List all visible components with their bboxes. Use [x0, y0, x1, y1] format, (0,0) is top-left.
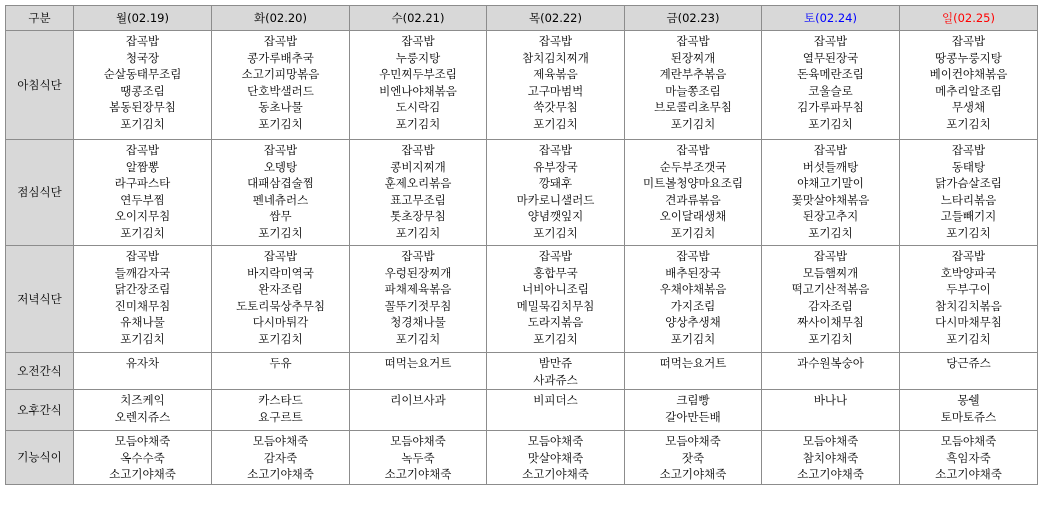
menu-item: 잡곡밥: [676, 249, 710, 263]
meal-row-lunch: [6, 140, 1038, 246]
menu-cell-lunch-fri: [625, 140, 762, 246]
menu-item: 된장찌개: [670, 50, 716, 65]
menu-item: 완자조림: [258, 282, 303, 297]
menu-item: 오뎅탕: [263, 159, 298, 174]
menu-cell-functional-diet-sat: [762, 431, 900, 485]
menu-item: 잡곡밥: [125, 249, 160, 263]
menu-item: 사과쥬스: [533, 372, 578, 387]
menu-item: 훈제오리볶음: [384, 176, 452, 191]
menu-item: 코울슬로: [808, 83, 853, 98]
menu-item: 소고기야채죽: [659, 467, 727, 482]
menu-item: 비엔나야채볶음: [379, 83, 457, 98]
menu-cell-breakfast-mon: [74, 31, 212, 140]
menu-cell-breakfast-tue: [212, 31, 350, 140]
menu-item: 꼴뚜기젓무침: [384, 298, 452, 313]
menu-item: 잡곡밥: [263, 34, 298, 48]
menu-item: 땅콩누룽지탕: [935, 50, 1002, 65]
menu-item: 잡곡밥: [263, 143, 298, 157]
menu-item: 대패삼겹술찜: [247, 176, 314, 191]
meal-row-label: 오후간식: [6, 390, 74, 431]
menu-item: 요구르트: [258, 409, 303, 424]
day-header-thu: 목(02.22): [487, 6, 625, 31]
menu-item: 포기김치: [120, 116, 165, 131]
menu-item: 포기김치: [946, 116, 991, 131]
menu-item: 감자죽: [263, 450, 298, 465]
menu-item: 잡곡밥: [263, 249, 298, 263]
menu-item: 메추리알조림: [935, 83, 1002, 98]
menu-cell-morning-snack-tue: [212, 353, 350, 390]
menu-item: 순두부조갯국: [659, 159, 727, 174]
menu-cell-afternoon-snack-sat: [762, 390, 900, 431]
menu-item: 메밀묵김치무침: [516, 298, 595, 313]
menu-item: 땡콩조림: [120, 83, 165, 98]
menu-item: 포기김치: [808, 116, 853, 131]
menu-item: 잡곡밥: [125, 143, 160, 157]
menu-item: 라구파스타: [114, 176, 171, 191]
menu-cell-functional-diet-thu: [487, 431, 625, 485]
menu-cell-breakfast-thu: [487, 31, 625, 140]
menu-item: 청국장: [125, 50, 160, 65]
menu-item: 알짬뽕: [125, 159, 160, 174]
menu-item: 베이컨야채볶음: [929, 67, 1008, 82]
menu-item: 견과류볶음: [665, 192, 721, 207]
menu-item: 동초나물: [258, 100, 303, 115]
meal-row-label: 아침식단: [6, 31, 74, 140]
menu-cell-dinner-tue: [212, 246, 350, 353]
day-header-fri: 금(02.23): [625, 6, 762, 31]
menu-item: 유채나물: [120, 315, 165, 330]
menu-item: 동태탕: [951, 159, 986, 174]
menu-item: 오이지무침: [114, 209, 171, 224]
menu-item: 두유: [269, 356, 292, 370]
menu-item: 잡곡밥: [538, 143, 573, 157]
menu-item: 카스타드: [258, 393, 303, 408]
menu-item: 포기김치: [533, 116, 578, 131]
menu-item: 떡고기산적볶음: [791, 282, 870, 297]
menu-cell-dinner-mon: [74, 246, 212, 353]
menu-item: 잡곡밥: [538, 34, 573, 48]
menu-item: 유자차: [125, 356, 160, 370]
menu-item: 톳초장무침: [390, 209, 446, 224]
menu-item: 누룽지탕: [395, 50, 441, 65]
menu-item: 과수원복숭아: [797, 356, 864, 370]
menu-item: 토마토쥬스: [940, 409, 997, 424]
menu-body: [6, 31, 1038, 485]
meal-row-functional-diet: [6, 431, 1038, 485]
menu-item: 쌈무: [269, 209, 292, 224]
menu-item: 가지조림: [670, 298, 716, 313]
menu-item: 김가루파무침: [797, 100, 864, 115]
menu-item: 들깨감자국: [114, 265, 171, 280]
menu-item: 잡곡밥: [813, 34, 848, 48]
menu-item: 포기김치: [533, 331, 578, 346]
menu-item: 깡돼후: [538, 176, 573, 191]
menu-item: 양념깻잎지: [527, 209, 584, 224]
menu-cell-lunch-sat: [762, 140, 900, 246]
menu-item: 우민찌두부조림: [379, 67, 457, 82]
menu-item: 마늘쫑조림: [665, 83, 721, 98]
menu-item: 소고기야채죽: [522, 467, 589, 482]
menu-cell-morning-snack-sun: [900, 353, 1038, 390]
meal-row-dinner: [6, 246, 1038, 353]
menu-item: 포기김치: [258, 116, 303, 131]
menu-cell-afternoon-snack-mon: [74, 390, 212, 431]
menu-cell-lunch-mon: [74, 140, 212, 246]
menu-item: 오렌지쥬스: [114, 409, 171, 424]
menu-cell-dinner-sat: [762, 246, 900, 353]
menu-item: 우채야채볶음: [659, 282, 727, 297]
menu-item: 모듬야채죽: [114, 434, 171, 449]
menu-item: 마카로니샐러드: [516, 192, 595, 207]
menu-item: 포기김치: [670, 116, 716, 131]
menu-item: 잡곡밥: [676, 34, 710, 48]
menu-cell-breakfast-fri: [625, 31, 762, 140]
day-header-sat: 토(02.24): [762, 6, 900, 31]
menu-item: 잣죽: [681, 450, 705, 465]
menu-item: 잡곡밥: [401, 143, 435, 157]
menu-cell-afternoon-snack-fri: [625, 390, 762, 431]
menu-item: 참치김치찌개: [522, 50, 589, 65]
menu-cell-morning-snack-fri: [625, 353, 762, 390]
menu-cell-dinner-thu: [487, 246, 625, 353]
menu-item: 갈아만든배: [665, 409, 721, 424]
meal-row-label: 저녁식단: [6, 246, 74, 353]
menu-item: 도시락김: [395, 100, 441, 115]
menu-item: 잡곡밥: [401, 249, 435, 263]
meal-row-afternoon-snack: [6, 390, 1038, 431]
meal-row-label: 기능식이: [6, 431, 74, 485]
menu-item: 고들빼기지: [940, 209, 997, 224]
menu-item: 단호박샐러드: [247, 83, 314, 98]
menu-cell-afternoon-snack-wed: [350, 390, 487, 431]
menu-item: 포기김치: [670, 331, 716, 346]
menu-item: 느타리볶음: [940, 192, 997, 207]
menu-item: 포기김치: [395, 331, 441, 346]
menu-cell-lunch-wed: [350, 140, 487, 246]
menu-item: 모듬야채죽: [527, 434, 584, 449]
menu-item: 잡곡밥: [951, 143, 986, 157]
menu-item: 크림빵: [676, 393, 710, 408]
menu-item: 모듬야채죽: [252, 434, 309, 449]
menu-item: 감자조림: [808, 298, 853, 313]
menu-item: 소고기야채죽: [247, 467, 314, 482]
menu-item: 콩비지찌개: [390, 159, 446, 174]
day-header-wed: 수(02.21): [350, 6, 487, 31]
menu-cell-morning-snack-sat: [762, 353, 900, 390]
meal-row-breakfast: [6, 31, 1038, 140]
menu-item: 떠먹는요거트: [384, 356, 452, 370]
menu-item: 너비아니조림: [522, 282, 589, 297]
menu-item: 포기김치: [395, 225, 441, 240]
menu-item: 콩가루배추국: [247, 50, 314, 65]
menu-item: 잡곡밥: [813, 249, 848, 263]
menu-cell-lunch-thu: [487, 140, 625, 246]
menu-item: 우렁된장찌개: [384, 265, 452, 280]
corner-header: 구분: [6, 6, 74, 31]
menu-cell-dinner-wed: [350, 246, 487, 353]
header-row: [6, 6, 1038, 31]
menu-item: 미트볼청양마요조림: [643, 176, 743, 191]
menu-item: 잡곡밥: [813, 143, 848, 157]
menu-item: 무생채: [951, 100, 986, 115]
menu-item: 포기김치: [120, 225, 165, 240]
day-header-tue: 화(02.20): [212, 6, 350, 31]
menu-item: 몽쉘: [957, 393, 980, 408]
menu-cell-afternoon-snack-tue: [212, 390, 350, 431]
menu-cell-breakfast-sun: [900, 31, 1038, 140]
menu-item: 도라지볶음: [527, 315, 584, 330]
menu-item: 홍합무국: [533, 265, 578, 280]
menu-cell-lunch-tue: [212, 140, 350, 246]
menu-item: 닭간장조림: [114, 282, 171, 297]
menu-cell-afternoon-snack-sun: [900, 390, 1038, 431]
menu-item: 포기김치: [258, 331, 303, 346]
menu-cell-breakfast-wed: [350, 31, 487, 140]
menu-item: 두부구이: [946, 282, 991, 297]
menu-item: 맛살야채죽: [527, 450, 584, 465]
menu-item: 파채제육볶음: [384, 282, 452, 297]
menu-item: 꽃맛살야채볶음: [791, 192, 870, 207]
menu-cell-functional-diet-mon: [74, 431, 212, 485]
menu-item: 모듬야채죽: [665, 434, 721, 449]
day-header-sun: 일(02.25): [900, 6, 1038, 31]
menu-item: 포기김치: [670, 225, 716, 240]
menu-item: 모듬야채죽: [940, 434, 997, 449]
menu-item: 표고무조림: [390, 192, 446, 207]
menu-item: 바지락미역국: [247, 265, 314, 280]
menu-item: 브로콜리초무침: [654, 100, 732, 115]
menu-item: 다시마채무침: [935, 315, 1002, 330]
menu-cell-functional-diet-sun: [900, 431, 1038, 485]
menu-item: 소고기야채죽: [109, 467, 176, 482]
menu-item: 참치김치볶음: [935, 298, 1002, 313]
menu-item: 포기김치: [946, 225, 991, 240]
meal-row-label: 점심식단: [6, 140, 74, 246]
menu-item: 연두부찜: [120, 192, 165, 207]
menu-item: 고구마범벅: [527, 83, 584, 98]
menu-item: 닭가슴살조림: [935, 176, 1002, 191]
menu-item: 포기김치: [120, 331, 165, 346]
menu-item: 참치야채죽: [802, 450, 859, 465]
menu-item: 모듬야채죽: [390, 434, 446, 449]
menu-item: 청경채나물: [390, 315, 446, 330]
menu-item: 포기김치: [395, 116, 441, 131]
menu-item: 계란부추볶음: [659, 67, 727, 82]
menu-item: 진미채무침: [114, 298, 171, 313]
menu-item: 흑임자죽: [946, 450, 991, 465]
menu-item: 리이브사과: [390, 393, 446, 408]
menu-item: 당근쥬스: [946, 356, 991, 370]
menu-item: 쑥갓무침: [533, 100, 578, 115]
menu-item: 펜네츄러스: [252, 192, 309, 207]
menu-cell-morning-snack-wed: [350, 353, 487, 390]
menu-cell-morning-snack-thu: [487, 353, 625, 390]
menu-item: 녹두죽: [401, 450, 435, 465]
menu-item: 잡곡밥: [951, 34, 986, 48]
menu-item: 소고기야채죽: [384, 467, 452, 482]
menu-item: 포기김치: [533, 225, 578, 240]
menu-item: 된장고추지: [802, 209, 859, 224]
menu-item: 소고기야채죽: [797, 467, 864, 482]
menu-item: 바나나: [813, 393, 848, 408]
menu-item: 오이달래생채: [659, 209, 727, 224]
menu-item: 밤만쥬: [538, 356, 573, 370]
day-header-mon: 월(02.19): [74, 6, 212, 31]
menu-item: 열무된장국: [802, 50, 859, 65]
menu-cell-morning-snack-mon: [74, 353, 212, 390]
menu-item: 모듬야채죽: [802, 434, 859, 449]
menu-item: 포기김치: [808, 225, 853, 240]
menu-item: 소고기야채죽: [935, 467, 1002, 482]
menu-item: 야채고기말이: [797, 176, 864, 191]
menu-item: 치즈케익: [120, 393, 165, 408]
menu-item: 포기김치: [808, 331, 853, 346]
menu-item: 포기김치: [946, 331, 991, 346]
meal-row-morning-snack: [6, 353, 1038, 390]
menu-cell-functional-diet-fri: [625, 431, 762, 485]
weekly-meal-table: [5, 5, 1038, 485]
menu-item: 제육볶음: [533, 67, 578, 82]
menu-item: 잡곡밥: [676, 143, 710, 157]
menu-item: 다시마튀각: [252, 315, 309, 330]
menu-item: 양상추생채: [665, 315, 721, 330]
meal-row-label: 오전간식: [6, 353, 74, 390]
menu-item: 포기김치: [258, 225, 303, 240]
menu-cell-dinner-sun: [900, 246, 1038, 353]
menu-item: 잡곡밥: [951, 249, 986, 263]
menu-item: 잡곡밥: [125, 34, 160, 48]
menu-item: 돈육메란조림: [797, 67, 864, 82]
menu-item: 짜사이채무침: [797, 315, 864, 330]
menu-item: 봄동된장무침: [109, 100, 176, 115]
menu-item: 모듬햄찌개: [802, 265, 859, 280]
menu-item: 순살동태무조림: [103, 67, 182, 82]
menu-cell-lunch-sun: [900, 140, 1038, 246]
menu-cell-functional-diet-tue: [212, 431, 350, 485]
menu-item: 떠먹는요거트: [659, 356, 727, 370]
menu-item: 호박양파국: [940, 265, 997, 280]
menu-item: 배추된장국: [665, 265, 721, 280]
menu-item: 도토리묵상추무침: [236, 298, 325, 313]
menu-item: 옥수수죽: [120, 450, 165, 465]
menu-item: 비피더스: [533, 393, 578, 408]
menu-item: 잡곡밥: [538, 249, 573, 263]
menu-cell-breakfast-sat: [762, 31, 900, 140]
menu-item: 버섯들깨탕: [802, 159, 859, 174]
menu-item: 잡곡밥: [401, 34, 435, 48]
menu-cell-dinner-fri: [625, 246, 762, 353]
menu-item: 유부장국: [533, 159, 578, 174]
menu-cell-functional-diet-wed: [350, 431, 487, 485]
menu-item: 소고기피망볶음: [241, 67, 320, 82]
menu-cell-afternoon-snack-thu: [487, 390, 625, 431]
